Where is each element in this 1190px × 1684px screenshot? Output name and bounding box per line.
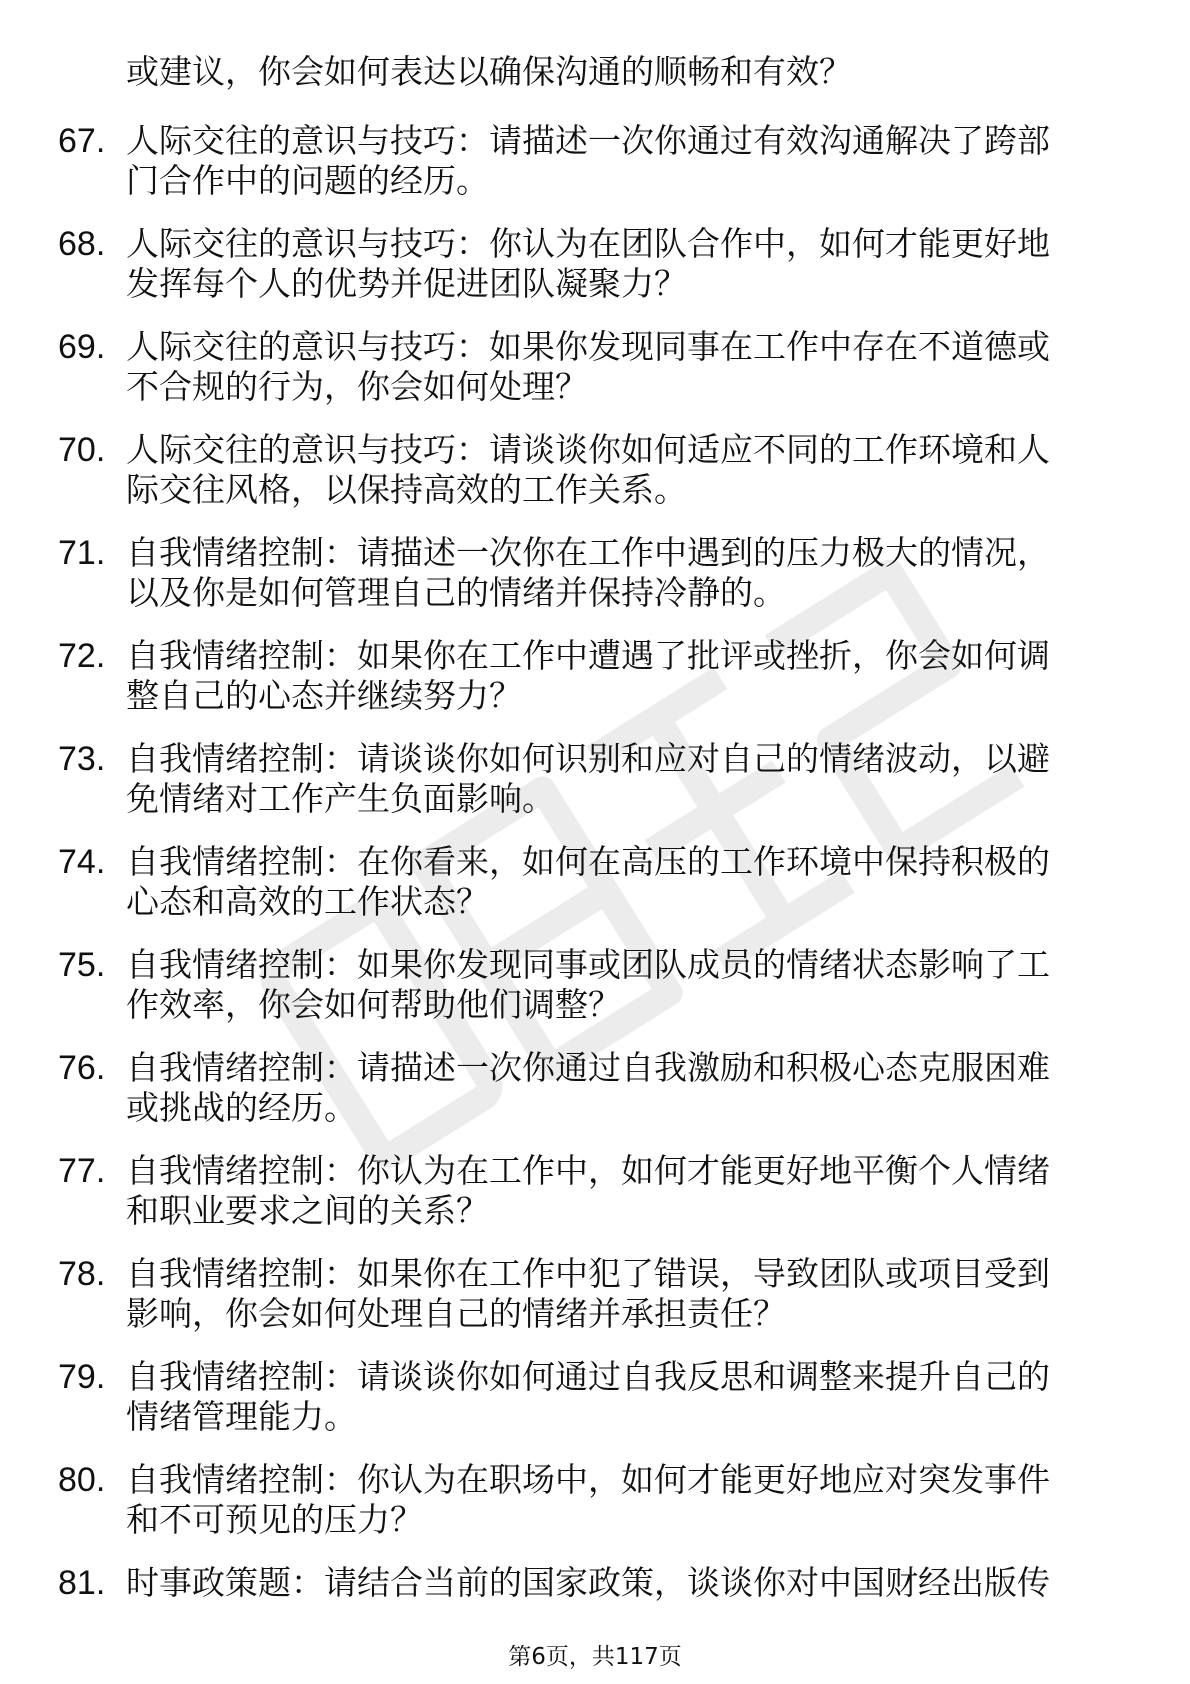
question-item [0,1151,1190,1231]
question-text-line1: 自我情绪控制：请谈谈你如何识别和应对自己的情绪波动，以避 [126,739,1050,778]
question-list [0,121,1190,1666]
question-number: 69. [58,328,106,366]
question-item [0,636,1190,716]
question-number: 79. [58,1358,106,1396]
question-text-line1: 自我情绪控制：请描述一次你通过自我激励和积极心态克服困难 [126,1048,1050,1087]
question-number: 77. [58,1152,106,1190]
question-number: 68. [58,225,106,263]
question-text-line2: 整自己的心态并继续努力？ [126,676,522,715]
question-text-line2: 和职业要求之间的关系？ [126,1191,489,1230]
question-item [0,533,1190,613]
question-number: 75. [58,946,106,984]
question-text-line1: 时事政策题：请结合当前的国家政策，谈谈你对中国财经出版传 [126,1563,1050,1602]
question-text-line1: 人际交往的意识与技巧：请描述一次你通过有效沟通解决了跨部 [126,121,1050,160]
question-number: 76. [58,1049,106,1087]
question-text-line2: 情绪管理能力。 [126,1397,357,1436]
question-number: 71. [58,534,106,572]
question-item [0,842,1190,922]
question-text-line2: 发挥每个人的优势并促进团队凝聚力？ [126,264,687,303]
question-number: 67. [58,122,106,160]
question-number: 74. [58,843,106,881]
question-text-line1: 人际交往的意识与技巧：你认为在团队合作中，如何才能更好地 [126,224,1050,263]
question-text-line1: 人际交往的意识与技巧：请谈谈你如何适应不同的工作环境和人 [126,430,1050,469]
question-item [0,327,1190,407]
question-number: 78. [58,1255,106,1293]
question-number: 80. [58,1461,106,1499]
question-item [0,430,1190,510]
question-text-line2: 际交往风格，以保持高效的工作关系。 [126,470,687,509]
question-item [0,121,1190,201]
question-text-line1: 自我情绪控制：如果你发现同事或团队成员的情绪状态影响了工 [126,945,1050,984]
question-item [0,1357,1190,1437]
question-text-line1: 自我情绪控制：请描述一次你在工作中遇到的压力极大的情况， [126,533,1050,572]
question-text-line1: 自我情绪控制：如果你在工作中遭遇了批评或挫折，你会如何调 [126,636,1050,675]
question-text-line1: 人际交往的意识与技巧：如果你发现同事在工作中存在不道德或 [126,327,1050,366]
question-item [0,945,1190,1025]
question-text-line2: 以及你是如何管理自己的情绪并保持冷静的。 [126,573,786,612]
question-text-line1: 自我情绪控制：在你看来，如何在高压的工作环境中保持积极的 [126,842,1050,881]
question-text-line2: 门合作中的问题的经历。 [126,161,489,200]
question-item [0,224,1190,304]
question-text-line1: 自我情绪控制：如果你在工作中犯了错误，导致团队或项目受到 [126,1254,1050,1293]
question-text-line2: 心态和高效的工作状态？ [126,882,489,921]
question-text-line1: 自我情绪控制：你认为在工作中，如何才能更好地平衡个人情绪 [126,1151,1050,1190]
question-item [0,1048,1190,1128]
question-item [0,739,1190,819]
question-text-line2: 和不可预见的压力？ [126,1500,423,1539]
question-number: 81. [58,1564,106,1602]
question-text-line1: 自我情绪控制：你认为在职场中，如何才能更好地应对突发事件 [126,1460,1050,1499]
question-text-line2: 影响，你会如何处理自己的情绪并承担责任？ [126,1294,786,1333]
page-footer: 第6页，共117页 [508,1644,682,1670]
question-number: 73. [58,740,106,778]
question-text-line1: 自我情绪控制：请谈谈你如何通过自我反思和调整来提升自己的 [126,1357,1050,1396]
question-text-line2: 不合规的行为，你会如何处理？ [126,367,588,406]
question-item [0,1460,1190,1540]
question-text-line2: 作效率，你会如何帮助他们调整？ [126,985,621,1024]
question-item [0,1563,1190,1643]
continuation-text: 或建议，你会如何表达以确保沟通的顺畅和有效？ [126,52,852,91]
question-number: 72. [58,637,106,675]
question-number: 70. [58,431,106,469]
question-text-line2: 免情绪对工作产生负面影响。 [126,779,555,818]
question-text-line2: 或挑战的经历。 [126,1088,357,1127]
question-item [0,1254,1190,1334]
